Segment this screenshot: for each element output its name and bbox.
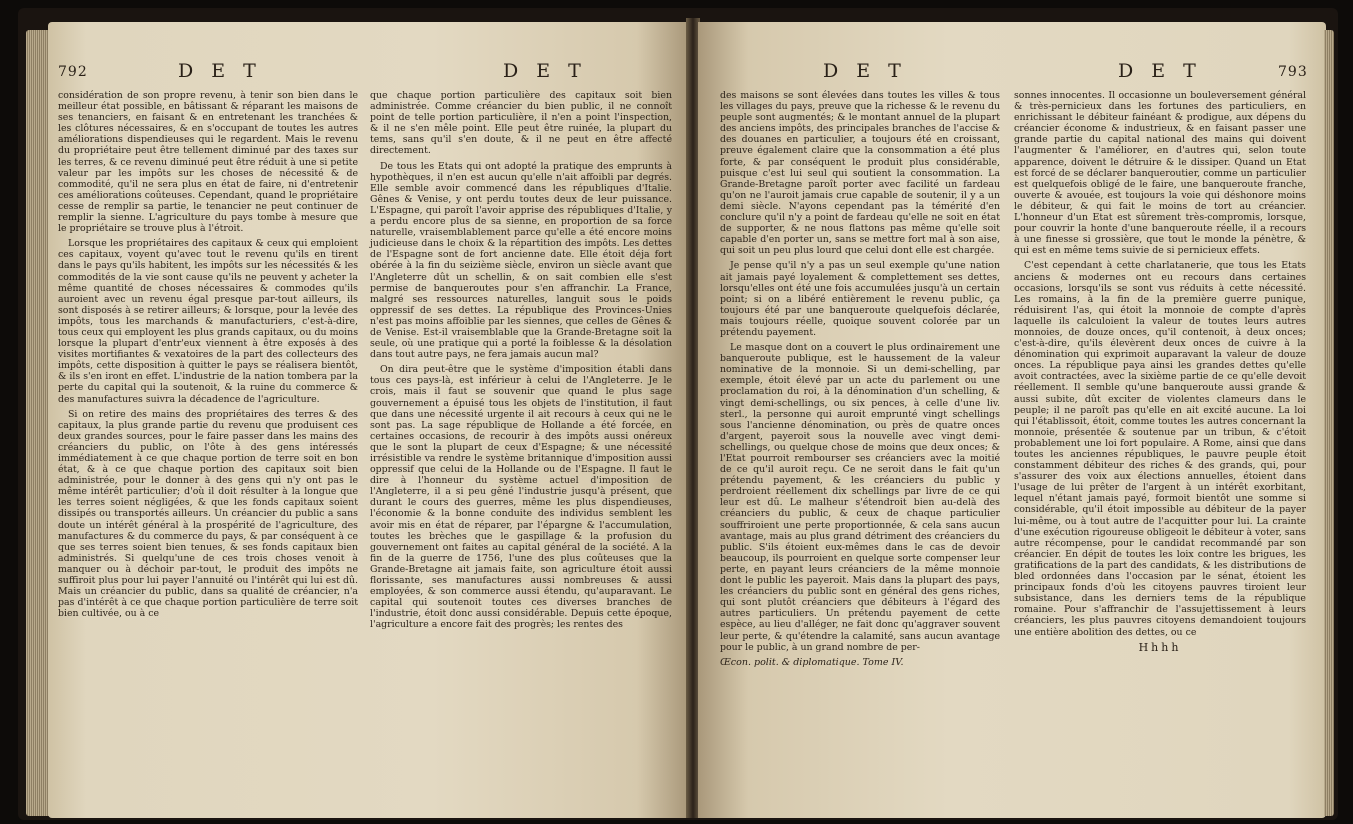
paragraph: De tous les Etats qui ont adopté la pratique des emprunts à hypothèques, il n'en est aucun qu'elle n'ait affoibli par degrés. Elle semble avoir commencé dans les républiques d'Italie. Gênes & Venise, y ont perdu toutes deux de leur puissance. L'Espagne, qui paroît l'avoir apprise des républiques d'Italie, y a perdu encore plus de sa sienne, en proportion de sa force naturelle, vraisemblablement parce qu'elle a été encore moins judicieuse dans le choix & la répartition des impôts. Les dettes de l'Espagne sont de fort ancienne date. Elle étoit déja fort obérée à la fin du seizième siècle, environ un siècle avant que l'Angleterre dût un schellin, & on sait combien elle s'est permise de banqueroutes pour s'en affranchir. La France, malgré ses ressources naturelles, languit sous le poids oppressif de ses dettes. La république des Provinces-Unies n'est pas moins affoiblie par les siennes, que celles de Gênes & de Venise. Est-il vraisemblable que la Grande-Bretagne soit la seule, où une pratique qui a porté la foiblesse & la désolation dans tout autre pays, ne fera jamais aucun mal? <box>370 160 672 361</box>
right-page <box>698 22 1326 818</box>
left-page-header <box>48 60 688 84</box>
right-page-header <box>698 60 1326 84</box>
paragraph: sonnes innocentes. Il occasionne un bouleversement général & très-pernicieux dans les fortunes des particuliers, en enrichissant le débiteur fainéant & prodigue, aux dépens du créancier économe & industrieux, & en faisant passer une grande partie du capital national des mains qui doivent l'augmenter & l'améliorer, en d'autres qui, selon toute apparence, doivent le détruire & le dissiper. Quand un Etat est forcé de se déclarer banqueroutier, comme un particulier est quelquefois obligé de le faire, une banqueroute franche, ouverte & avouée, est toujours la voie qui déshonore moins le débiteur, & qui fait le moins de tort au créancier. L'honneur d'un Etat est sûrement très-compromis, lorsque, pour couvrir la honte d'une banqueroute réelle, il a recours à une finesse si grossière, que tout le monde la pénètre, & qui est en même tems suivie de si pernicieux effets. <box>1014 90 1306 257</box>
left-running-head-1: D E T <box>178 60 262 82</box>
book <box>18 8 1338 820</box>
paragraph: Je pense qu'il n'y a pas un seul exemple qu'une nation ait jamais payé loyalement & complettement ses dettes, lorsqu'elles ont été une fois accumulées jusqu'à un certain point; si on a libéré entièrement le revenu public, ça toujours été par une banqueroute quelquefois déclarée, mais toujours réelle, quoique souvent colorée par un prétendu payement. <box>720 260 1000 338</box>
right-running-head-2: D E T <box>1118 60 1202 82</box>
right-page-number: 793 <box>1278 64 1308 80</box>
paragraph: Lorsque les propriétaires des capitaux & ceux qui emploient ces capitaux, voyent qu'avec tout le revenu qu'ils en tirent dans le pays qu'ils habitent, les impôts sur les nécessités & les commodités de la vie sont cause qu'ils ne peuvent y acheter la même quantité de choses nécessaires & commodes qu'ils auroient avec un revenu égal presque par-tout ailleurs, ils sont disposés à se retirer ailleurs; & lorsque, pour la levée des impôts, tous les marchands & manufacturiers, c'est-à-dire, tous ceux qui employent les plus grands capitaux, ou du moins lorsque la plupart d'entr'eux viennent à être exposés à des visites mortifiantes & vexatoires de la part des collecteurs des impôts, cette disposition à quitter le pays se réalisera bientôt, & ils s'en iront en effet. L'industrie de la nation tombera par la perte du capital qui la soutenoit, & la ruine du commerce & des manufactures suivra la décadence de l'agriculture. <box>58 238 358 405</box>
paragraph: des maisons se sont élevées dans toutes les villes & tous les villages du pays, preuve que la richesse & le revenu du peuple sont augmentés; & le montant annuel de la plupart des anciens impôts, des principales branches de l'accise & des douanes en particulier, a toujours été en croissant, preuve également claire que la consommation a été plus forte, & par conséquent le produit plus considérable, puisque c'est lui seul qui soutient la consommation. La Grande-Bretagne paroît porter avec facilité un fardeau qu'on ne l'auroit jamais crue capable de soutenir, il y a un demi siècle. N'ayons cependant pas la témérité d'en conclure qu'il n'y a point de fardeau qu'elle ne soit en état de supporter, & ne nous flattons pas même qu'elle soit capable d'en porter un, sans se mettre fort mal à son aise, qui soit un peu plus lourd que celui dont elle est chargée. <box>720 90 1000 257</box>
paragraph: On dira peut-être que le système d'imposition établi dans tous ces pays-là, est inférieur à celui de l'Angleterre. Je le crois, mais il faut se souvenir que quand le plus sage gouvernement a épuisé tous les objets de l'institution, il faut que dans une nécessité urgente il ait recours à ceux qui ne le sont pas. La sage république de Hollande a été forcée, en certaines occasions, de recourir à des impôts aussi onéreux que le sont la plupart de ceux d'Espagne; & une nécessité irrésistible va rendre le système britannique d'imposition aussi oppressif que celui de la Hollande ou de l'Espagne. Il faut le dire à l'honneur du système actuel d'imposition de l'Angleterre, il a si peu gêné l'industrie jusqu'à présent, que durant le cours des guerres, même les plus dispendieuses, l'économie & la bonne conduite des individus semblent les avoir mis en état de réparer, par l'épargne & l'accumulation, toutes les brèches que le gaspillage & la profusion du gouvernement ont faites au capital général de la société. A la fin de la guerre de 1756, l'une des plus coûteuses que la Grande-Bretagne ait jamais faite, son agriculture étoit aussi florissante, ses manufactures aussi nombreuses & aussi employées, & son commerce aussi étendu, qu'auparavant. Le capital qui soutenoit toutes ces diverses branches de l'industrie, étoit donc aussi considérable. Depuis cette époque, l'agriculture a encore fait des progrès; les rentes des <box>370 364 672 631</box>
paragraph: Le masque dont on a couvert le plus ordinairement une banqueroute publique, est le haussement de la valeur nominative de la monnoie. Si un demi-schelling, par exemple, étoit élevé par un acte du parlement ou une proclamation du roi, à la dénomination d'un schelling, & vingt demi-schellings, ou six pences, à celle d'une liv. sterl., la personne qui auroit emprunté vingt schellings sous l'ancienne dénomination, ou près de quatre onces d'argent, payeroit sous la nouvelle avec vingt demi-schellings, ou quelque chose de moins que deux onces; & l'Etat pourroit rembourser ses créanciers avec la moitié de ce qu'il auroit reçu. Ce ne seroit dans le fait qu'un prétendu payement, & les créanciers du public y perdroient réellement dix schellings par livre de ce qui leur est dû. Le malheur s'étendroit bien au-delà des créanciers du public, & ceux de chaque particulier souffriroient une perte proportionnée, & cela sans aucun avantage, mais au plus grand détriment des créanciers du public. S'ils étoient eux-mêmes dans le cas de devoir beaucoup, ils pourroient en quelque sorte compenser leur perte, en payant leurs créanciers de la même monnoie dont le public les payeroit. Mais dans la plupart des pays, les créanciers du public sont en général des gens riches, qui sont plutôt créanciers que débiteurs à l'égard des autres particuliers. Un prétendu payement de cette espèce, au lieu d'alléger, ne fait donc qu'aggraver souvent leur perte, & qu'étendre la calamité, sans aucun avantage pour le public, à un grand nombre de per- <box>720 342 1000 653</box>
paragraph: considération de son propre revenu, à tenir son bien dans le meilleur état possible, en bâtissant & réparant les maisons de ses tenanciers, en faisant & en entretenant les tranchées & les clôtures nécessaires, & en s'occupant de toutes les autres améliorations dispendieuses qui le regardent. Mais le revenu du propriétaire peut être tellement diminué par des taxes sur les terres, & ce revenu diminué peut être réduit à une si petite valeur par les impôts sur les choses de nécessité & de commodité, qu'il ne sera plus en état de faire, ni d'entretenir ces améliorations coûteuses. Cependant, quand le propriétaire cesse de remplir sa partie, le tenancier ne peut continuer de remplir la sienne. L'agriculture du pays tombe à mesure que le propriétaire se trouve plus à l'étroit. <box>58 90 358 235</box>
right-page-column-2 <box>1014 90 1306 653</box>
left-page-column-2 <box>370 90 672 635</box>
paragraph: Si on retire des mains des propriétaires des terres & des capitaux, la plus grande partie du revenu que produisent ces deux grandes sources, pour le faire passer dans les mains des créanciers du public, on l'ôte à des gens intéressés immédiatement à ce que chaque portion de terre soit en bon état, & à ce que chaque portion des capitaux soit bien administrée, pour le donner à des gens qui n'y ont pas le même intérêt particulier; d'où il doit résulter à la longue que les terres soient négligées, & que les fonds capitaux soient dissipés ou transportés ailleurs. Un créancier du public a sans doute un intérêt général à la prospérité de l'agriculture, des manufactures & du commerce du pays, & par conséquent à ce que ses terres soient bien tenues, & ses fonds capitaux bien administrés. Si quelqu'une de ces trois choses venoit à manquer ou à déchoir par-tout, le produit des impôts ne suffiroit plus pour lui payer l'annuité ou l'intérêt qui lui est dû. Mais un créancier du public, dans sa qualité de créancier, n'a pas d'intérêt à ce que chaque portion particulière de terre soit bien cultivée, ou à ce <box>58 408 358 620</box>
left-running-head-2: D E T <box>503 60 587 82</box>
right-page-column-1 <box>720 90 1000 668</box>
page-edges-right <box>1324 30 1334 816</box>
right-running-head-1: D E T <box>823 60 907 82</box>
page-footer: Œcon. polit. & diplomatique. Tome IV. <box>720 656 904 668</box>
left-page-number: 792 <box>58 64 88 80</box>
left-page <box>48 22 688 818</box>
paragraph: C'est cependant à cette charlatanerie, que tous les Etats anciens & modernes ont eu recours dans certaines occasions, lorsqu'ils se sont vus réduits à cette nécessité. Les romains, à la fin de la première guerre punique, réduisirent l'as, qui étoit la monnoie de compte d'après laquelle ils calculoient la valeur de toutes leurs autres monnoies, de douze onces, qu'il contenoit, à deux onces; c'est-à-dire, qu'ils élevèrent deux onces de cuivre à la dénomination qui exprimoit auparavant la valeur de douze onces. La république paya ainsi les grandes dettes qu'elle avoit contractées, avec la sixième partie de ce qu'elle devoit réellement. Il semble qu'une banqueroute aussi grande & aussi subite, dût exciter de violentes clameurs dans le peuple; il ne paroît pas qu'elle en ait excité aucune. La loi qui l'établissoit, étoit, comme toutes les autres concernant la monnoie, présentée & soutenue par un tribun, & c'étoit probablement une loi fort populaire. A Rome, ainsi que dans toutes les anciennes républiques, le pauvre peuple étoit constamment débiteur des riches & des grands, qui, pour s'assurer des voix aux élections annuelles, étoient dans l'usage de lui prêter de l'argent à un intérêt exorbitant, lequel n'étant jamais payé, formoit bientôt une somme si considérable, qu'il étoit impossible au débiteur de la payer lui-même, ou à tout autre de l'acquitter pour lui. La crainte d'une exécution rigoureuse obligeoit le débiteur à voter, sans autre récompense, pour le candidat recommandé par son créancier. En dépit de toutes les loix contre les brigues, les gratifications de la part des candidats, & les distributions de bled ordonnées dans l'occasion par le sénat, étoient les principaux fonds d'où les citoyens pauvres tiroient leur subsistance, dans les derniers tems de la république romaine. Pour s'affranchir de l'assujettissement à leurs créanciers, les plus pauvres citoyens demandoient toujours une entière abolition des dettes, ou ce <box>1014 260 1306 638</box>
paragraph: que chaque portion particulière des capitaux soit bien administrée. Comme créancier du bien public, il ne connoît point de telle portion particulière, il n'en a point l'inspection, & il ne s'en mêle point. Elle peut être ruinée, la plupart du tems, sans qu'il s'en doute, & il ne peut en être affecté directement. <box>370 90 672 157</box>
signature-mark: Hhhh <box>1138 640 1182 654</box>
left-page-column-1 <box>58 90 358 623</box>
